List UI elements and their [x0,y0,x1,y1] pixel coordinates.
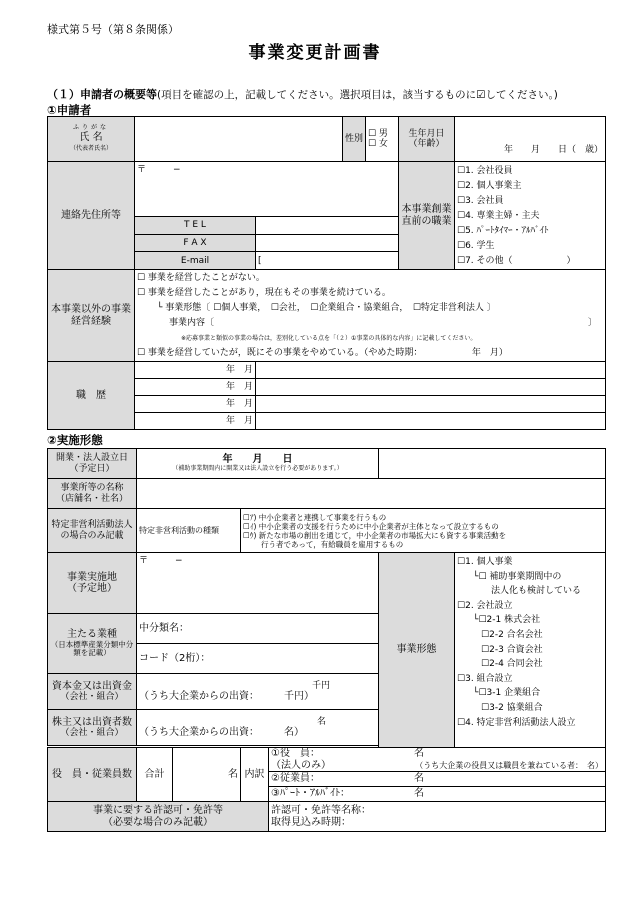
other-biz-content-label: 事業内容〔 [169,318,215,328]
biz-form-option[interactable]: └☐3-1 企業組合 [473,688,541,699]
prev-job-option[interactable]: ☐5. ﾊﾟｰﾄﾀｲﾏｰ・ｱﾙﾊﾞｲﾄ [457,226,549,236]
name-input[interactable] [135,117,343,162]
career-entry[interactable] [256,413,606,430]
est-date-sub: （予定日） [69,463,115,474]
license-label: 事業に要する許認可・免許等 [93,805,223,816]
location-label: 事業実施地 [67,571,117,583]
prev-job-option[interactable]: ☐4. 専業主婦・主夫 [457,211,540,221]
prev-job-option[interactable]: ☐3. 会社員 [457,196,504,206]
capital-label: 資本金又は出資金 [52,680,132,692]
birth-label: 生年月日 [408,128,445,139]
capital-label-cell [48,674,137,710]
gender-female-checkbox[interactable]: ☐ 女 [368,139,388,149]
license-input[interactable] [269,802,606,832]
career-date[interactable]: 年 月 [135,379,256,396]
est-date-blank [379,449,606,479]
share-input[interactable] [137,710,379,746]
tel-label: T E L [135,217,256,235]
officer-note: （うち大企業の役員又は職員を兼ねている者： 名） [415,761,604,770]
prev-job-option[interactable]: ☐1. 会社役員 [457,166,513,176]
share-unit: 名 [317,716,327,727]
office-name-input[interactable] [137,479,606,509]
breakdown-label: 内訳 [241,748,269,802]
industry-label: 主たる業種 [67,629,117,641]
industry-sub: （日本標準産業分類中分類を記載） [50,639,134,658]
officer-label: ①役 員： [271,748,320,759]
gender-options[interactable] [366,117,399,162]
email-input[interactable] [256,252,399,270]
career-entry[interactable] [256,379,606,396]
est-date-input[interactable] [137,449,379,479]
office-name-label: 事業所等の名称 [60,483,124,494]
employee-unit: 名 [414,773,424,784]
industry-code-input[interactable]: コード（2桁）： [137,644,379,674]
npo-label: 特定非営利活動法人の場合のみ記載 [48,509,137,553]
license-name: 許認可・免許等名称： [271,805,371,816]
biz-form-list[interactable] [455,553,606,748]
birth-input[interactable]: 年 月 日（ 歳） [455,117,606,162]
biz-form-option-cont: 法人化も検討している [491,586,582,597]
capital-sub: （会社・組合） [60,692,124,703]
prev-job-option[interactable]: ☐6. 学生 [457,241,495,251]
contact-label: 連絡先住所等 [48,162,135,270]
section-title: （１）申請者の概要等 [47,88,157,101]
other-biz-content-row[interactable] [137,316,603,331]
prev-job-list[interactable] [455,162,606,270]
other-biz-content[interactable] [135,270,606,362]
est-date-note: （補助事業期間内に開業又は法人設立を行う必要があります。） [172,464,343,472]
name-ruby: ふりがな [72,123,109,131]
other-biz-note: ※応募事業と類似の事業の場合は，差別化している点を「（２）①事業の具体的な内容」に記載してください。 [181,335,477,342]
career-entry[interactable] [256,396,606,413]
email-bracket: [ [258,255,262,266]
career-date[interactable]: 年 月 [135,396,256,413]
career-date[interactable]: 年 月 [135,413,256,430]
page-title: 事業変更計画書 [248,43,382,63]
other-biz-option-past[interactable]: ☐ 事業を経営していたが，既にその事業をやめている。（やめた時期： 年 月） [137,348,508,358]
share-sub: （会社・組合） [60,728,124,739]
fax-label: F A X [135,234,256,252]
license-date: 取得見込み時期： [271,816,351,828]
career-entry[interactable] [256,362,606,379]
other-biz-label: 本事業以外の事業経営経験 [48,270,135,362]
form-number: 様式第５号（第８条関係） [47,23,179,36]
office-name-sub: （店舗名・社名） [55,493,128,504]
implementation-table [47,448,606,832]
other-biz-content-end: 〕 [587,318,597,328]
implementation-heading: ②実施形態 [47,433,103,447]
share-large: （うち大企業からの出資： 名） [139,726,304,738]
name-label-cell [48,117,135,162]
npo-option[interactable]: ☐ｱ) 中小企業者と連携して事業を行うもの [243,512,387,522]
capital-large: （うち大企業からの出資： 千円） [139,690,314,702]
email-label: E-mail [135,252,256,270]
npo-options[interactable] [241,509,606,553]
prev-job-option[interactable]: ☐7. その他（ ） [457,256,576,266]
section-note: (項目を確認の上，記載してください。選択項目は，該当するものに☑してください。) [157,89,558,101]
officer-unit: 名 [414,748,424,759]
biz-form-option[interactable]: ☐2-4 合同会社 [481,659,543,670]
fax-input[interactable] [256,234,399,252]
capital-input[interactable] [137,674,379,710]
career-label: 職 歴 [48,362,135,430]
prev-job-label: 本事業創業直前の職業 [399,162,455,270]
other-biz-option-current[interactable]: ☐ 事業を経営したことがあり，現在もその事業を続けている。 [137,288,391,298]
gender-label: 性別 [343,117,366,162]
birth-label-cell [399,117,455,162]
license-label-cell [48,802,269,832]
gender-male-checkbox[interactable]: ☐ 男 [368,128,388,139]
address-input[interactable]: 〒 − [135,162,399,217]
parttime-unit: 名 [414,788,424,799]
biz-form-option[interactable]: ☐2-2 合名会社 [481,629,543,640]
officer-row[interactable] [269,748,606,772]
industry-label-cell [48,614,137,674]
name-label: 氏 名 [79,131,103,143]
applicant-table [47,116,606,430]
biz-form-option[interactable]: └☐2-1 株式会社 [473,615,541,626]
location-label-cell [48,553,137,614]
location-sub: （予定地） [67,583,117,594]
applicant-heading: ①申請者 [47,103,92,117]
total-input[interactable]: 名 [173,748,241,802]
employee-row[interactable] [269,772,606,787]
prev-job-option[interactable]: ☐2. 個人事業主 [457,181,522,191]
biz-form-option[interactable]: ☐1. 個人事業 [457,557,513,567]
employee-label: ②従業員： [271,773,320,785]
name-sub: （代表者氏名） [69,145,112,153]
biz-form-option[interactable]: ☐3-2 協業組合 [481,702,543,713]
parttime-row[interactable] [269,787,606,802]
capital-unit: 千円 [312,680,331,691]
other-biz-option-none[interactable]: ☐ 事業を経営したことがない。 [137,273,265,283]
share-label-cell [48,710,137,746]
biz-form-label: 事業形態 [379,553,455,748]
est-date-value: 年 月 日 [222,454,293,466]
parttime-label: ③ﾊﾟｰﾄ・ｱﾙﾊﾞｲﾄ： [271,788,350,800]
career-date[interactable]: 年 月 [135,362,256,379]
other-biz-form[interactable]: └ 事業形態〔 ☐個人事業， ☐会社， ☐企業組合・協業組合， ☐特定非営利法人 〕 [157,303,496,313]
npo-option[interactable]: ☐ｳ) 新たな市場の創出を通じて，中小企業者の市場拡大にも資する事業活動を [243,530,507,540]
biz-form-option[interactable]: ☐3. 組合設立 [457,673,513,684]
biz-form-option[interactable]: ☐2. 会社設立 [457,600,513,611]
tel-input[interactable] [256,217,399,235]
npo-option[interactable]: ☐ｲ) 中小企業者の支援を行うために中小企業者が主体となって設立するもの [243,521,499,531]
biz-form-option[interactable]: ☐4. 特定非営利活動法人設立 [457,717,576,728]
birth-sub: （年齢） [408,139,445,149]
npo-type-label: 特定非営利活動の種類 [137,509,241,553]
staff-label: 役 員・従業員数 [48,748,137,802]
est-date-label: 開業・法人設立日 [55,453,128,464]
industry-name-input[interactable]: 中分類名： [137,614,379,644]
npo-option-cont: 行う者であって，有給職員を雇用するもの [261,539,404,549]
est-date-label-cell [48,449,137,479]
officer-sub: （法人のみ） [271,759,331,771]
total-label: 合計 [137,748,173,802]
section-heading [47,86,558,102]
share-label: 株主又は出資者数 [52,716,132,728]
biz-form-option[interactable]: └☐ 補助事業期間中の [473,571,562,582]
office-name-label-cell [48,479,137,509]
location-input[interactable]: 〒 − [137,553,379,614]
license-sub: （必要な場合のみ記載） [103,816,213,828]
biz-form-option[interactable]: ☐2-3 合資会社 [481,644,543,655]
